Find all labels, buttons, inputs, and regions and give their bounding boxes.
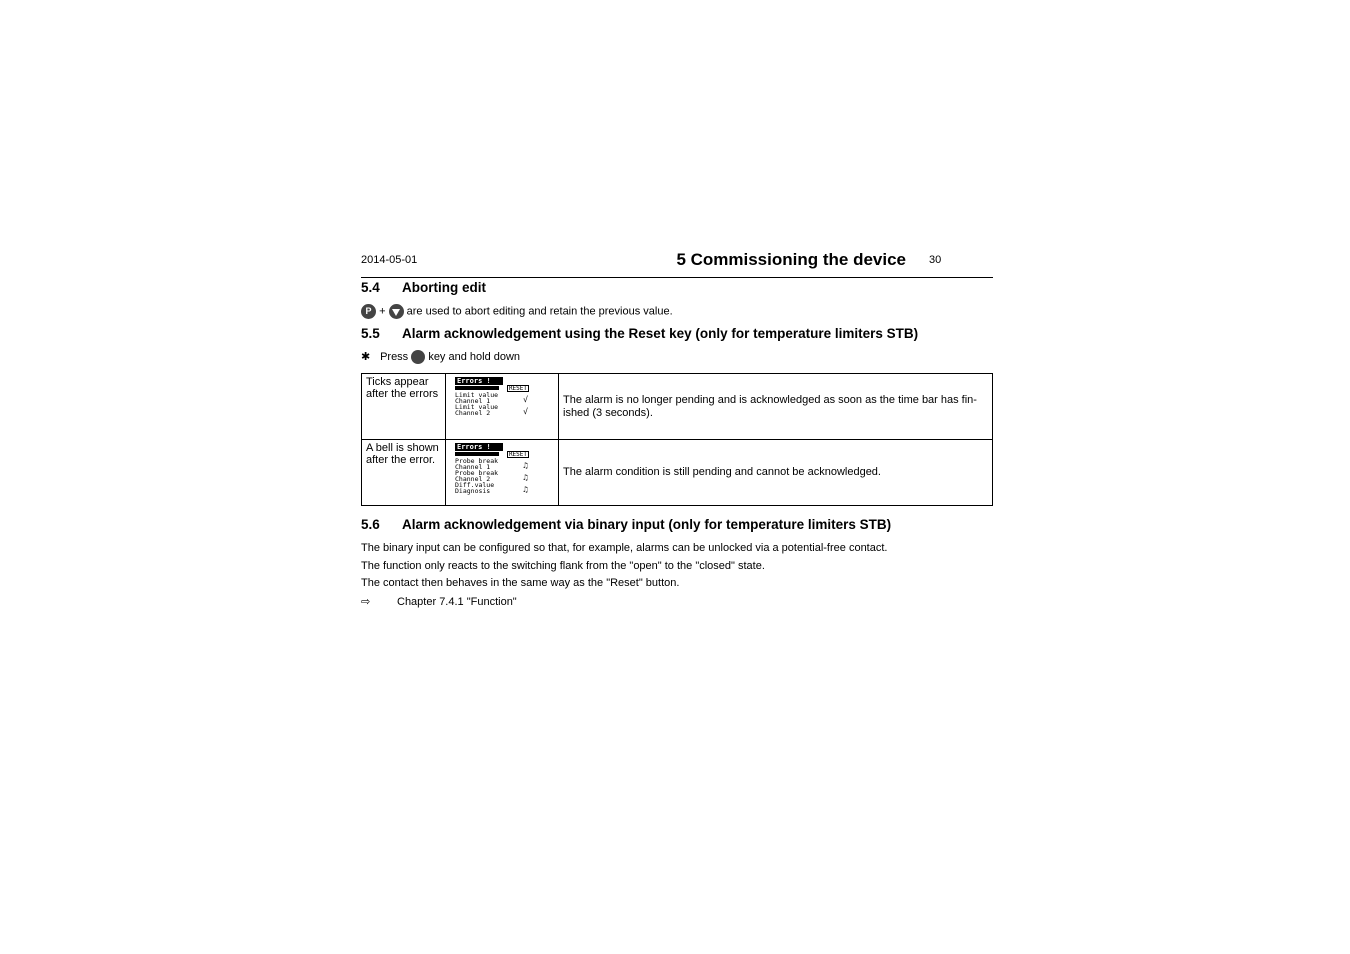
header-date: 2014-05-01 bbox=[361, 254, 418, 266]
row-description: The alarm is no longer pending and is acknowledged as soon as the time bar has fin-ished (3 seconds). bbox=[559, 374, 993, 440]
section-5-4-heading bbox=[361, 280, 486, 295]
bell-icon: ♫ bbox=[523, 461, 528, 470]
section-number: 5.4 bbox=[361, 280, 380, 295]
tick-icon: √ bbox=[523, 395, 528, 404]
paragraph: The function only reacts to the switching flank from the "open" to the "closed" state. bbox=[361, 560, 765, 572]
down-key-icon bbox=[389, 304, 404, 319]
paragraph: The contact then behaves in the same way as the "Reset" button. bbox=[361, 577, 680, 589]
abort-text: are used to abort editing and retain the previous value. bbox=[406, 305, 673, 318]
lcd-line: Channel 2 √ bbox=[455, 407, 528, 417]
lcd-display bbox=[455, 443, 529, 494]
lcd-title: Errors ! bbox=[455, 443, 503, 451]
plus-sign: + bbox=[379, 305, 386, 318]
table-row bbox=[362, 374, 993, 440]
row-description: The alarm condition is still pending and cannot be acknowledged. bbox=[559, 440, 993, 506]
page-number: 30 bbox=[929, 254, 942, 266]
alarm-table bbox=[361, 373, 993, 506]
table-row bbox=[362, 440, 993, 506]
tick-icon: √ bbox=[523, 407, 528, 416]
p-key-icon: P bbox=[361, 304, 376, 319]
reference-link[interactable]: Chapter 7.4.1 "Function" bbox=[397, 596, 517, 608]
section-5-5-heading bbox=[361, 326, 918, 341]
manual-page bbox=[361, 250, 993, 608]
section-number: 5.6 bbox=[361, 517, 380, 532]
paragraph: The binary input can be configured so that, for example, alarms can be unlocked via a potential-free contact. bbox=[361, 542, 888, 554]
lcd-line: Diff.value bbox=[455, 481, 495, 489]
section-title: Aborting edit bbox=[402, 280, 486, 295]
press-text: Press bbox=[380, 351, 409, 363]
chapter-reference[interactable] bbox=[361, 595, 517, 608]
lcd-title: Errors ! bbox=[455, 377, 503, 385]
lcd-reset-label: RESET bbox=[508, 385, 527, 392]
lcd-line: Limit value bbox=[455, 391, 499, 399]
lcd-line: Channel 1 √ bbox=[455, 395, 528, 405]
section-5-5-instruction bbox=[361, 350, 520, 364]
reference-arrow-icon: ⇨ bbox=[361, 596, 371, 608]
lcd-line: Probe break bbox=[455, 457, 499, 465]
bullet-icon: ✱ bbox=[361, 351, 371, 363]
row-label: A bell is shown after the error. bbox=[362, 440, 446, 506]
reset-key-icon bbox=[411, 350, 425, 364]
lcd-line: Diagnosis ♫ bbox=[455, 485, 528, 495]
lcd-line: Channel 1 ♫ bbox=[455, 461, 528, 471]
section-title: Alarm acknowledgement via binary input (only for temperature limiters STB) bbox=[402, 517, 892, 532]
page-header bbox=[361, 250, 993, 278]
section-title: Alarm acknowledgement using the Reset key (only for temperature limiters STB) bbox=[402, 326, 919, 341]
section-number: 5.5 bbox=[361, 326, 380, 341]
bell-icon: ♫ bbox=[523, 485, 528, 494]
lcd-display bbox=[455, 377, 529, 416]
display-cell bbox=[446, 374, 559, 440]
bell-icon: ♫ bbox=[523, 473, 528, 482]
lcd-reset-label: RESET bbox=[508, 451, 527, 458]
lcd-line: Channel 2 ♫ bbox=[455, 473, 528, 483]
lcd-line: Probe break bbox=[455, 469, 499, 477]
chapter-title: 5 Commissioning the device bbox=[676, 250, 906, 269]
display-cell bbox=[446, 440, 559, 506]
section-5-6-heading bbox=[361, 517, 891, 532]
row-label: Ticks appear after the errors bbox=[362, 374, 446, 440]
lcd-line: Limit value bbox=[455, 403, 499, 411]
hold-text: key and hold down bbox=[428, 351, 521, 363]
section-5-4-text bbox=[361, 304, 673, 319]
